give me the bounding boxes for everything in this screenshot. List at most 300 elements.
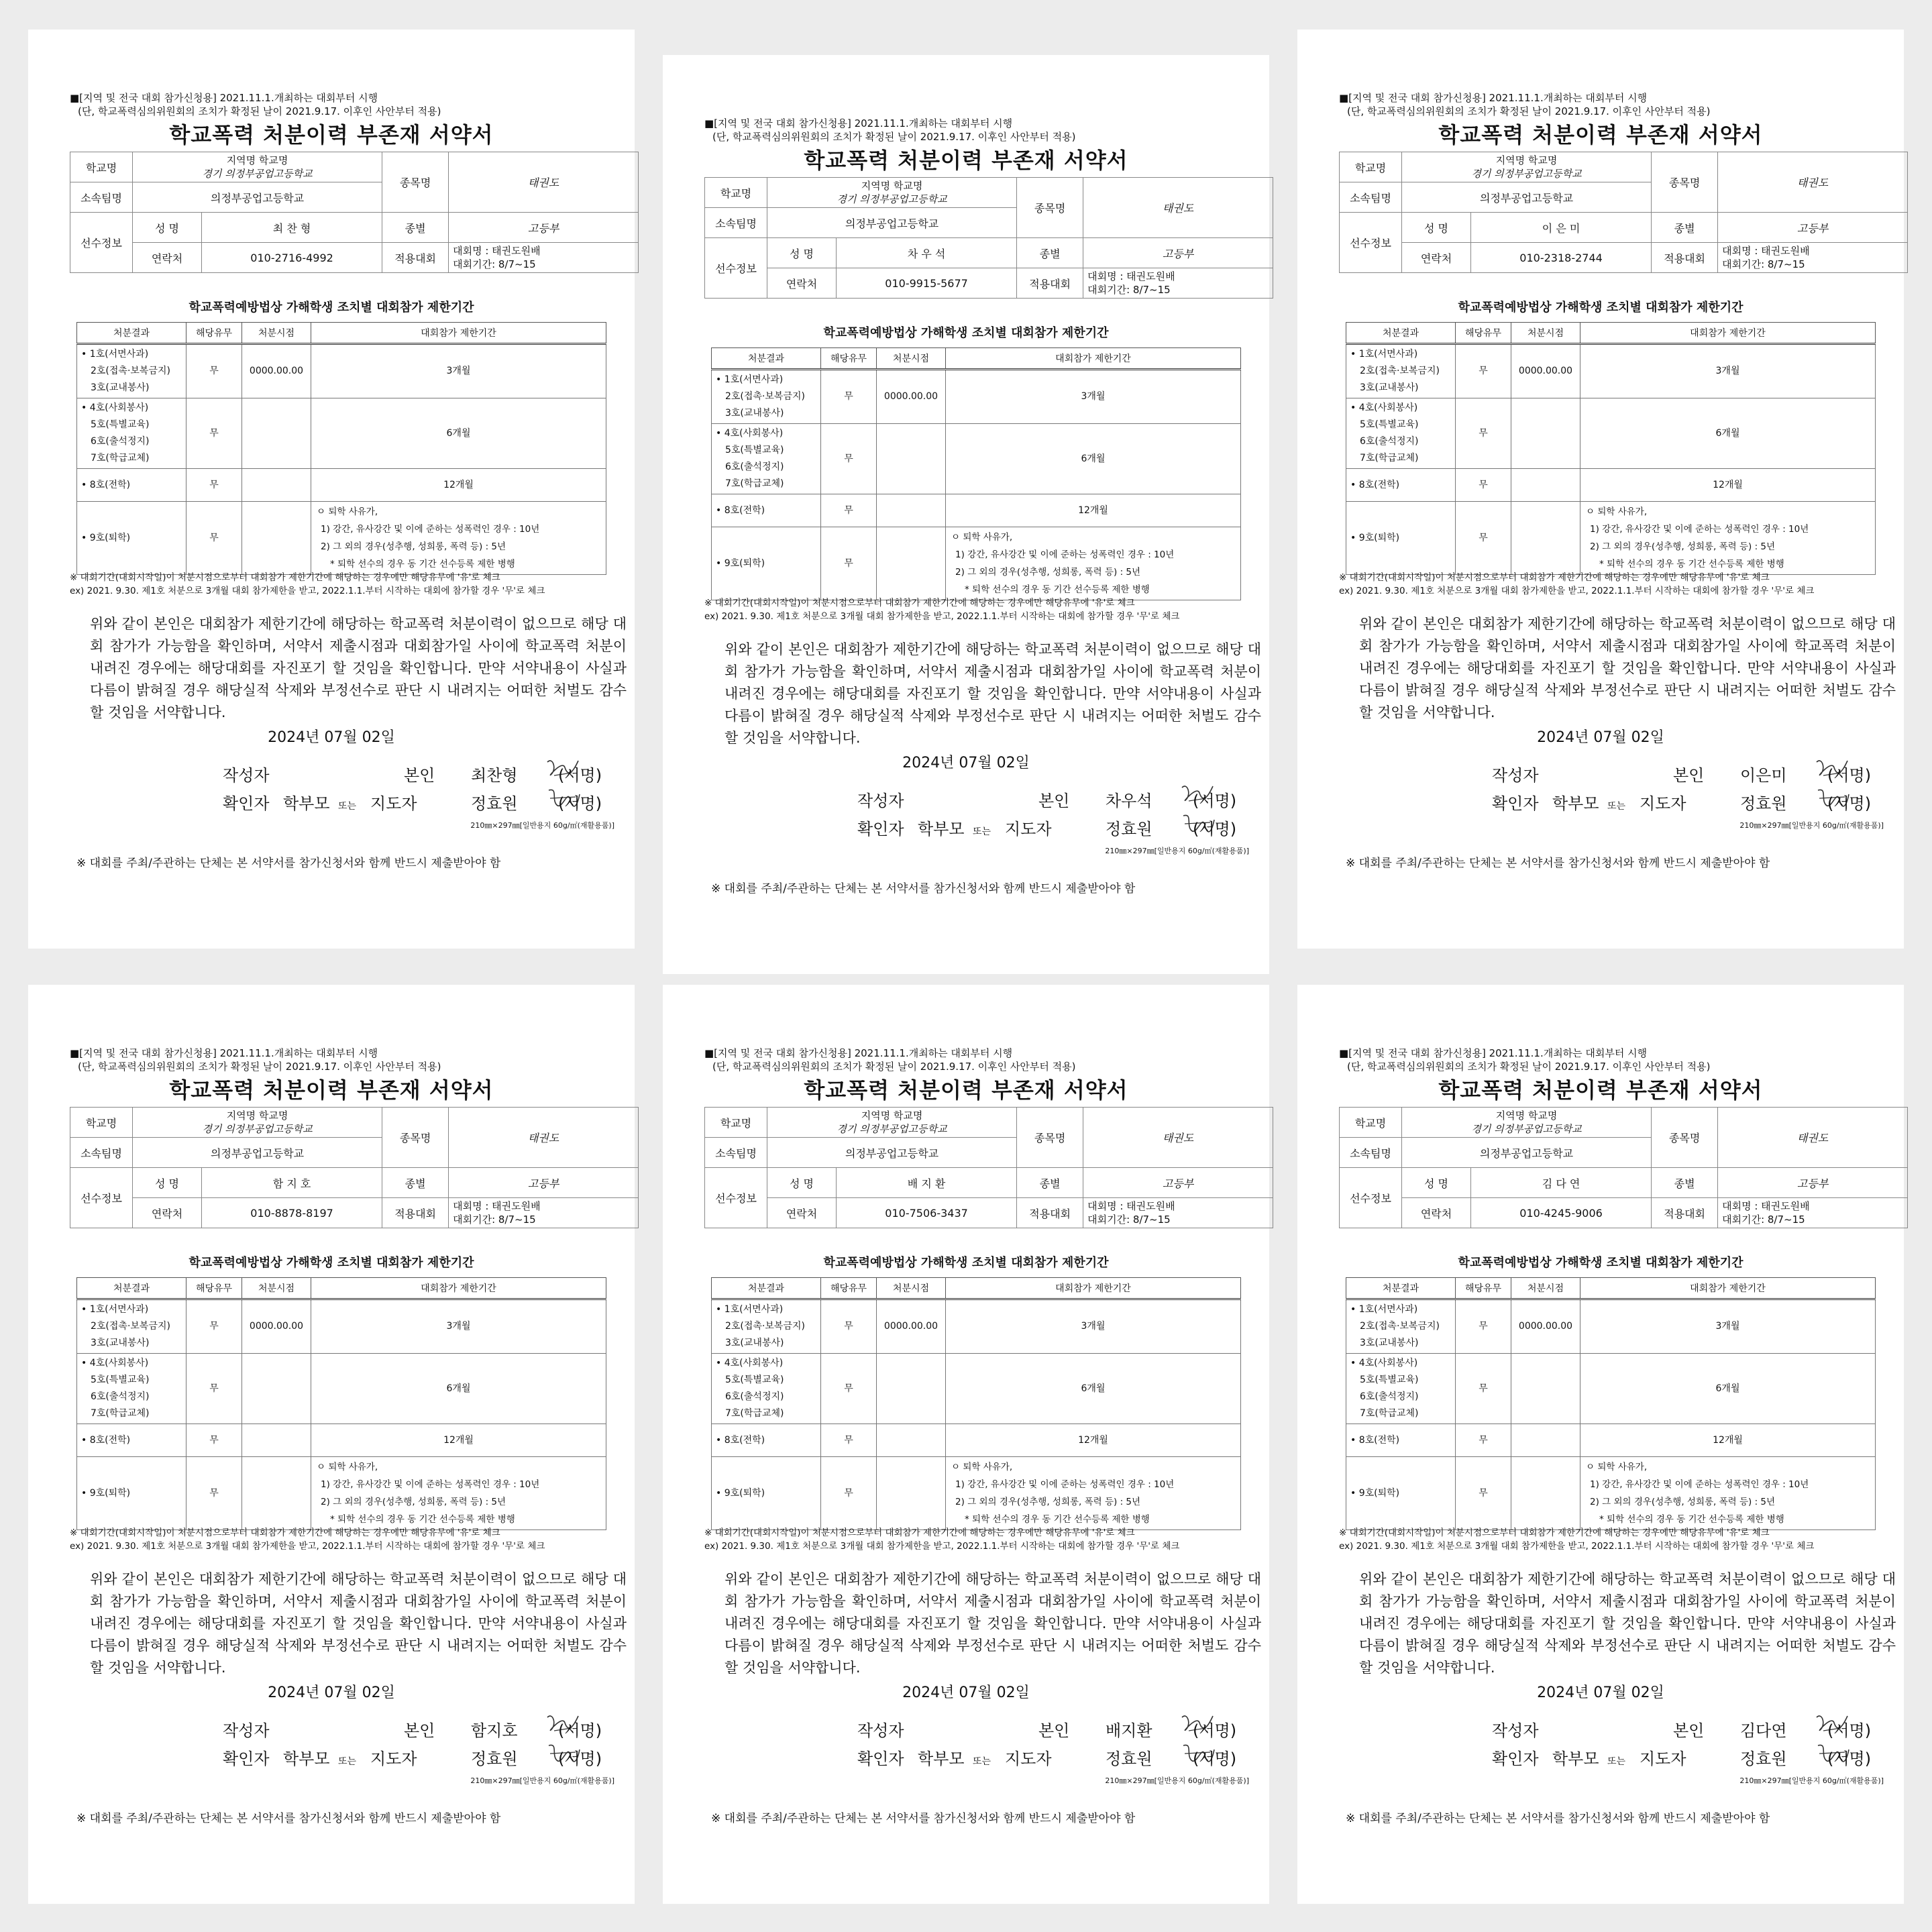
restriction-title: 학교폭력예방법상 가해학생 조치별 대회참가 제한기간	[823, 1256, 1109, 1270]
applicable-cell: 무	[821, 424, 877, 494]
disposition-line: • 8호(전학)	[1350, 479, 1400, 490]
disposition-line: 7호(학급교체)	[725, 478, 784, 489]
disposition-line: • 1호(서면사과)	[81, 349, 149, 360]
form-header	[70, 1046, 441, 1073]
disposition-line: 5호(특별교육)	[1360, 419, 1419, 430]
col-header: 대회참가 제한기간	[311, 1278, 606, 1299]
player-phone: 010-2716-4992	[202, 243, 382, 273]
confirm-label: 확인자	[1492, 794, 1539, 813]
coach-name: 정효원	[471, 794, 518, 813]
or-text: 또는	[338, 1756, 357, 1767]
col-header: 해당유무	[821, 1278, 877, 1299]
header-line-2: (단, 학교폭력심의위원회의 조치가 확정된 날이 2021.9.17. 이후인 사안부터 적용)	[78, 1061, 441, 1073]
or-label	[1607, 1750, 1625, 1768]
disposition-line: • 9호(퇴학)	[81, 532, 131, 543]
disposition-line: • 8호(전학)	[1350, 1434, 1400, 1446]
disposition-line: 6호(출석정지)	[91, 1391, 150, 1402]
disposition-line: • 1호(서면사과)	[1350, 349, 1418, 360]
event-label: 종목명	[1652, 1108, 1718, 1168]
school-label: 학교명	[705, 178, 767, 208]
table-footnote	[70, 1526, 633, 1553]
col-header: 대회참가 제한기간	[311, 323, 606, 344]
contact-label: 연락처	[767, 268, 837, 299]
competition-label: 적용대회	[382, 243, 449, 273]
disposition-date-cell	[1511, 502, 1580, 575]
or-label	[338, 794, 356, 813]
division-value: 고등부	[1718, 213, 1908, 243]
col-header: 해당유무	[186, 323, 242, 344]
disposition-line: • 1호(서면사과)	[81, 1304, 149, 1315]
region-school-caption: 지역명 학교명	[861, 180, 923, 192]
disposition-date-cell	[242, 1424, 311, 1457]
expulsion-note-line: * 퇴학 선수의 경우 동 기간 선수등록 제한 병행	[330, 559, 515, 570]
applicable-cell: 무	[821, 1354, 877, 1424]
pledge-text: 위와 같이 본인은 대회참가 제한기간에 해당하는 학교폭력 처분이력이 없으므로 해당 대회 참가가 가능함을 확인하며, 서약서 제출시점과 대회참가일 사이에 학교폭력 처분이 내려진 경우에는 해당대회를 자진포기 할 것임을 확인합니다. 만약 서약내용이 사실과 다름이 밝혀질 경우 해당실적 삭제와 부정선수로 판단 시 내려지는 어떠한 처벌도 감수할 것임을 서약합니다.	[1359, 616, 1896, 720]
competition-label: 적용대회	[1652, 243, 1718, 273]
table-row	[712, 370, 1241, 424]
applicable-cell: 무	[186, 1424, 242, 1457]
table-row	[77, 398, 606, 469]
restriction-title: 학교폭력예방법상 가해학생 조치별 대회참가 제한기간	[189, 1256, 474, 1270]
school-value: 경기 의정부공업고등학교	[202, 168, 313, 180]
paper-spec: 210㎜×297㎜[일반용지 60g/㎡(재활용품)]	[1105, 1776, 1249, 1785]
applicable-cell: 무	[186, 502, 242, 575]
disposition-line: 2호(접촉·보복금지)	[725, 391, 805, 402]
confirm-label: 확인자	[1492, 1750, 1539, 1768]
team-label: 소속팀명	[1340, 182, 1402, 213]
parent-label: 학부모	[918, 820, 965, 839]
disposition-line: 7호(학급교체)	[725, 1408, 784, 1419]
school-label: 학교명	[1340, 152, 1402, 182]
disposition-line: 3호(교내봉사)	[91, 382, 150, 393]
disposition-cell	[712, 1299, 821, 1354]
disposition-date-cell	[1511, 469, 1580, 502]
expulsion-note-line: 1) 강간, 유사강간 및 이에 준하는 성폭력인 경우 : 10년	[321, 1479, 540, 1490]
competition-cell	[1083, 1198, 1273, 1228]
disposition-line: • 9호(퇴학)	[716, 557, 765, 569]
player-name: 이 은 미	[1471, 213, 1652, 243]
disposition-line: • 9호(퇴학)	[1350, 1487, 1400, 1499]
disposition-cell	[712, 527, 821, 600]
expulsion-note-line: 1) 강간, 유사강간 및 이에 준하는 성폭력인 경우 : 10년	[955, 549, 1175, 560]
applicable-cell: 무	[1456, 1457, 1511, 1530]
sign-marker: (서명)	[558, 794, 602, 813]
sign-marker: (서명)	[1827, 1750, 1872, 1768]
signer-name: 함지호	[471, 1721, 518, 1740]
pledge-text: 위와 같이 본인은 대회참가 제한기간에 해당하는 학교폭력 처분이력이 없으므로 해당 대회 참가가 가능함을 확인하며, 서약서 제출시점과 대회참가일 사이에 학교폭력 처분이 내려진 경우에는 해당대회를 자진포기 할 것임을 확인합니다. 만약 서약내용이 사실과 다름이 밝혀질 경우 해당실적 삭제와 부정선수로 판단 시 내려지는 어떠한 처벌도 감수할 것임을 서약합니다.	[724, 1571, 1261, 1676]
submission-notice: ※ 대회를 주최/주관하는 단체는 본 서약서를 참가신청서와 함께 반드시 제출받아야 함	[76, 1812, 501, 1825]
coach-label: 지도자	[370, 794, 417, 813]
division-value: 고등부	[1083, 1168, 1273, 1198]
disposition-date-cell	[877, 1457, 946, 1530]
period-cell: 3개월	[311, 1299, 606, 1354]
team-value: 의정부공업고등학교	[1402, 1138, 1652, 1168]
pledge-sheet	[1297, 985, 1904, 1904]
disposition-cell	[77, 502, 186, 575]
pledge-sheet	[28, 985, 635, 1904]
period-cell: 12개월	[1580, 1424, 1876, 1457]
sign-marker: (서명)	[1193, 1721, 1237, 1740]
competition-label: 적용대회	[1017, 1198, 1083, 1228]
paper-spec: 210㎜×297㎜[일반용지 60g/㎡(재활용품)]	[1105, 847, 1249, 855]
disposition-date-cell	[1511, 398, 1580, 469]
disposition-line: • 4호(사회봉사)	[81, 402, 149, 413]
header-line-1: ■[지역 및 전국 대회 참가신청용] 2021.11.1.개최하는 대회부터 시행	[70, 92, 378, 104]
contact-label: 연락처	[133, 1198, 202, 1228]
col-header: 처분시점	[1511, 1278, 1580, 1299]
event-value: 태권도	[1718, 152, 1908, 213]
expulsion-note-line: 1) 강간, 유사강간 및 이에 준하는 성폭력인 경우 : 10년	[1590, 524, 1809, 535]
col-header: 처분결과	[712, 348, 821, 370]
disposition-cell	[712, 424, 821, 494]
period-cell: 3개월	[1580, 344, 1876, 398]
expulsion-note-line: 2) 그 외의 경우(성추행, 성희롱, 폭력 등) : 5년	[955, 1497, 1141, 1507]
disposition-cell	[77, 1457, 186, 1530]
team-label: 소속팀명	[705, 1138, 767, 1168]
or-label	[973, 1750, 991, 1768]
table-row	[77, 469, 606, 502]
col-header: 처분시점	[877, 1278, 946, 1299]
applicable-cell: 무	[186, 469, 242, 502]
expulsion-note-line: ㅇ 퇴학 사유가,	[317, 506, 378, 517]
disposition-line: • 1호(서면사과)	[716, 374, 784, 385]
table-row	[77, 344, 606, 398]
player-phone: 010-4245-9006	[1471, 1198, 1652, 1228]
paper-spec: 210㎜×297㎜[일반용지 60g/㎡(재활용품)]	[470, 821, 614, 830]
contact-label: 연락처	[767, 1198, 837, 1228]
competition-cell	[1718, 1198, 1908, 1228]
name-label: 성 명	[767, 1168, 837, 1198]
player-info-label: 선수정보	[705, 1168, 767, 1228]
header-line-1: ■[지역 및 전국 대회 참가신청용] 2021.11.1.개최하는 대회부터 시행	[1339, 1047, 1648, 1059]
region-school-caption: 지역명 학교명	[861, 1110, 923, 1122]
disposition-cell	[712, 1424, 821, 1457]
event-value: 태권도	[1718, 1108, 1908, 1168]
disposition-date-cell	[877, 1354, 946, 1424]
expulsion-note-line: * 퇴학 선수의 경우 동 기간 선수등록 제한 병행	[1599, 559, 1784, 570]
disposition-line: • 4호(사회봉사)	[81, 1358, 149, 1368]
footnote-2: ex) 2021. 9.30. 제1호 처분으로 3개월 대회 참가제한을 받고, 2022.1.1.부터 시작하는 대회에 참가할 경우 '무'로 체크	[704, 1541, 1180, 1552]
period-cell: 12개월	[946, 494, 1241, 527]
footnote-2: ex) 2021. 9.30. 제1호 처분으로 3개월 대회 참가제한을 받고, 2022.1.1.부터 시작하는 대회에 참가할 경우 '무'로 체크	[704, 611, 1180, 622]
school-label: 학교명	[70, 152, 133, 182]
table-footnote	[1339, 571, 1902, 598]
restriction-table	[1346, 1277, 1876, 1530]
school-value: 경기 의정부공업고등학교	[837, 193, 947, 205]
form-header	[704, 1046, 1075, 1073]
competition-cell	[449, 243, 639, 273]
expulsion-note-line: * 퇴학 선수의 경우 동 기간 선수등록 제한 병행	[965, 584, 1150, 595]
table-row	[712, 1299, 1241, 1354]
self-label: 본인	[404, 766, 435, 785]
disposition-line: • 4호(사회봉사)	[1350, 1358, 1418, 1368]
competition-name: 대회명 : 태권도원배	[453, 1200, 541, 1212]
document-title: 학교폭력 처분이력 부존재 서약서	[1438, 122, 1763, 148]
school-cell	[767, 1108, 1017, 1138]
disposition-date-cell	[877, 1424, 946, 1457]
restriction-title: 학교폭력예방법상 가해학생 조치별 대회참가 제한기간	[823, 326, 1109, 340]
disposition-line: • 8호(전학)	[81, 479, 131, 490]
disposition-cell	[1346, 1457, 1456, 1530]
applicable-cell: 무	[186, 344, 242, 398]
table-row	[1346, 1354, 1876, 1424]
division-label: 종별	[382, 1168, 449, 1198]
period-cell: 6개월	[1580, 398, 1876, 469]
col-header: 처분시점	[242, 323, 311, 344]
pledge-sheet	[1297, 30, 1904, 949]
header-line-2: (단, 학교폭력심의위원회의 조치가 확정된 날이 2021.9.17. 이후인 사안부터 적용)	[712, 1061, 1076, 1073]
self-label: 본인	[404, 1721, 435, 1740]
restriction-title: 학교폭력예방법상 가해학생 조치별 대회참가 제한기간	[1458, 1256, 1743, 1270]
self-label: 본인	[1673, 1721, 1705, 1740]
sign-marker: (서명)	[558, 1721, 602, 1740]
coach-name: 정효원	[471, 1750, 518, 1768]
pledge-date: 2024년 07월 02일	[1537, 729, 1664, 746]
competition-cell	[1083, 268, 1273, 299]
form-header	[1339, 91, 1710, 118]
sign-marker: (서명)	[1193, 1750, 1237, 1768]
form-header	[1339, 1046, 1710, 1073]
disposition-line: 5호(특별교육)	[91, 419, 150, 430]
expulsion-note-line: * 퇴학 선수의 경우 동 기간 선수등록 제한 병행	[965, 1514, 1150, 1525]
expulsion-note-cell	[946, 527, 1241, 600]
table-row	[77, 1457, 606, 1530]
submission-notice: ※ 대회를 주최/주관하는 단체는 본 서약서를 참가신청서와 함께 반드시 제출받아야 함	[711, 1812, 1136, 1825]
period-cell: 3개월	[946, 370, 1241, 424]
region-school-caption: 지역명 학교명	[226, 1110, 288, 1122]
header-line-1: ■[지역 및 전국 대회 참가신청용] 2021.11.1.개최하는 대회부터 시행	[704, 117, 1013, 129]
disposition-date-cell: 0000.00.00	[877, 1299, 946, 1354]
disposition-line: • 8호(전학)	[716, 504, 765, 516]
coach-label: 지도자	[1005, 1750, 1052, 1768]
applicable-cell: 무	[821, 1299, 877, 1354]
disposition-cell	[77, 1354, 186, 1424]
school-label: 학교명	[70, 1108, 133, 1138]
table-row	[712, 1457, 1241, 1530]
name-label: 성 명	[1402, 1168, 1471, 1198]
info-table	[1339, 152, 1908, 273]
disposition-line: 2호(접촉·보복금지)	[91, 366, 170, 376]
submission-notice: ※ 대회를 주최/주관하는 단체는 본 서약서를 참가신청서와 함께 반드시 제출받아야 함	[1346, 1812, 1770, 1825]
competition-period: 대회기간: 8/7~15	[1087, 1214, 1171, 1226]
disposition-cell	[77, 1424, 186, 1457]
period-cell: 6개월	[311, 1354, 606, 1424]
footnote-2: ex) 2021. 9.30. 제1호 처분으로 3개월 대회 참가제한을 받고, 2022.1.1.부터 시작하는 대회에 참가할 경우 '무'로 체크	[70, 586, 545, 596]
disposition-date-cell	[242, 469, 311, 502]
or-label	[973, 820, 991, 839]
disposition-line: 3호(교내봉사)	[725, 408, 784, 419]
table-row	[712, 424, 1241, 494]
info-table	[1339, 1107, 1908, 1228]
restriction-table	[1346, 322, 1876, 575]
pledge-sheet	[28, 30, 635, 949]
expulsion-note-cell	[1580, 502, 1876, 575]
disposition-line: 2호(접촉·보복금지)	[725, 1321, 805, 1332]
coach-name: 정효원	[1106, 820, 1152, 839]
event-label: 종목명	[1017, 1108, 1083, 1168]
footnote-1: ※ 대회기간(대회시작일)이 처분시점으로부터 대회참가 제한기간에 해당하는 경우에만 해당유무에 '유'로 체크	[70, 572, 500, 583]
footnote-2: ex) 2021. 9.30. 제1호 처분으로 3개월 대회 참가제한을 받고, 2022.1.1.부터 시작하는 대회에 참가할 경우 '무'로 체크	[1339, 1541, 1815, 1552]
or-text: 또는	[973, 1756, 991, 1767]
competition-period: 대회기간: 8/7~15	[453, 1214, 536, 1226]
signer-name: 최찬형	[471, 766, 518, 785]
info-table	[704, 177, 1273, 299]
expulsion-note-line: 1) 강간, 유사강간 및 이에 준하는 성폭력인 경우 : 10년	[321, 524, 540, 535]
event-label: 종목명	[1017, 178, 1083, 238]
pledge-sheet	[663, 55, 1269, 974]
school-value: 경기 의정부공업고등학교	[1471, 168, 1582, 180]
competition-name: 대회명 : 태권도원배	[1722, 245, 1810, 257]
self-label: 본인	[1038, 792, 1070, 810]
applicable-cell: 무	[186, 1457, 242, 1530]
col-header: 해당유무	[1456, 323, 1511, 344]
table-row	[77, 1299, 606, 1354]
applicable-cell: 무	[186, 398, 242, 469]
paper-spec: 210㎜×297㎜[일반용지 60g/㎡(재활용품)]	[470, 1776, 614, 1785]
expulsion-note-line: 2) 그 외의 경우(성추행, 성희롱, 폭력 등) : 5년	[1590, 541, 1776, 552]
competition-label: 적용대회	[1652, 1198, 1718, 1228]
col-header: 처분시점	[877, 348, 946, 370]
disposition-line: • 8호(전학)	[81, 1434, 131, 1446]
disposition-line: 6호(출석정지)	[91, 436, 150, 447]
school-value: 경기 의정부공업고등학교	[202, 1123, 313, 1135]
submission-notice: ※ 대회를 주최/주관하는 단체는 본 서약서를 참가신청서와 함께 반드시 제출받아야 함	[76, 857, 501, 870]
footnote-1: ※ 대회기간(대회시작일)이 처분시점으로부터 대회참가 제한기간에 해당하는 경우에만 해당유무에 '유'로 체크	[70, 1527, 500, 1538]
pledge-sheet	[663, 985, 1269, 1904]
period-cell: 3개월	[311, 344, 606, 398]
confirm-label: 확인자	[857, 820, 904, 839]
disposition-line: 6호(출석정지)	[725, 462, 784, 472]
disposition-cell	[1346, 1424, 1456, 1457]
restriction-table	[76, 1277, 606, 1530]
disposition-cell	[77, 1299, 186, 1354]
event-value: 태권도	[1083, 1108, 1273, 1168]
document-title: 학교폭력 처분이력 부존재 서약서	[1438, 1077, 1763, 1103]
disposition-line: 7호(학급교체)	[1360, 1408, 1419, 1419]
or-text: 또는	[1607, 1756, 1626, 1767]
player-info-label: 선수정보	[705, 238, 767, 299]
player-phone: 010-2318-2744	[1471, 243, 1652, 273]
confirm-label: 확인자	[857, 1750, 904, 1768]
table-row	[77, 1354, 606, 1424]
expulsion-note-line: ㅇ 퇴학 사유가,	[951, 1462, 1013, 1472]
expulsion-note-line: 2) 그 외의 경우(성추행, 성희롱, 폭력 등) : 5년	[955, 567, 1141, 578]
coach-name: 정효원	[1740, 794, 1787, 813]
or-text: 또는	[973, 826, 991, 837]
sign-marker: (서명)	[1827, 794, 1872, 813]
footnote-2: ex) 2021. 9.30. 제1호 처분으로 3개월 대회 참가제한을 받고, 2022.1.1.부터 시작하는 대회에 참가할 경우 '무'로 체크	[1339, 586, 1815, 596]
self-label: 본인	[1038, 1721, 1070, 1740]
period-cell: 12개월	[311, 469, 606, 502]
table-row	[1346, 1299, 1876, 1354]
disposition-date-cell	[242, 398, 311, 469]
event-value: 태권도	[449, 152, 639, 213]
parent-label: 학부모	[1552, 794, 1599, 813]
name-label: 성 명	[1402, 213, 1471, 243]
team-label: 소속팀명	[1340, 1138, 1402, 1168]
self-label: 본인	[1673, 766, 1705, 785]
disposition-date-cell: 0000.00.00	[1511, 1299, 1580, 1354]
disposition-date-cell: 0000.00.00	[242, 344, 311, 398]
disposition-cell	[1346, 469, 1456, 502]
submission-notice: ※ 대회를 주최/주관하는 단체는 본 서약서를 참가신청서와 함께 반드시 제출받아야 함	[1346, 857, 1770, 870]
table-row	[77, 1424, 606, 1457]
applicable-cell: 무	[821, 527, 877, 600]
disposition-line: • 4호(사회봉사)	[716, 428, 784, 439]
competition-period: 대회기간: 8/7~15	[1722, 1214, 1805, 1226]
pledge-text: 위와 같이 본인은 대회참가 제한기간에 해당하는 학교폭력 처분이력이 없으므로 해당 대회 참가가 가능함을 확인하며, 서약서 제출시점과 대회참가일 사이에 학교폭력 처분이 내려진 경우에는 해당대회를 자진포기 할 것임을 확인합니다. 만약 서약내용이 사실과 다름이 밝혀질 경우 해당실적 삭제와 부정선수로 판단 시 내려지는 어떠한 처벌도 감수할 것임을 서약합니다.	[724, 641, 1261, 746]
school-cell	[1402, 152, 1652, 182]
footnote-1: ※ 대회기간(대회시작일)이 처분시점으로부터 대회참가 제한기간에 해당하는 경우에만 해당유무에 '유'로 체크	[1339, 572, 1770, 583]
coach-label: 지도자	[1640, 1750, 1686, 1768]
info-table	[70, 152, 639, 273]
confirm-label: 확인자	[223, 1750, 270, 1768]
period-cell: 6개월	[311, 398, 606, 469]
region-school-caption: 지역명 학교명	[226, 154, 288, 166]
team-value: 의정부공업고등학교	[767, 1138, 1017, 1168]
disposition-cell	[77, 469, 186, 502]
pledge-text: 위와 같이 본인은 대회참가 제한기간에 해당하는 학교폭력 처분이력이 없으므로 해당 대회 참가가 가능함을 확인하며, 서약서 제출시점과 대회참가일 사이에 학교폭력 처분이 내려진 경우에는 해당대회를 자진포기 할 것임을 확인합니다. 만약 서약내용이 사실과 다름이 밝혀질 경우 해당실적 삭제와 부정선수로 판단 시 내려지는 어떠한 처벌도 감수할 것임을 서약합니다.	[1359, 1571, 1896, 1676]
disposition-line: 2호(접촉·보복금지)	[91, 1321, 170, 1332]
table-footnote	[704, 1526, 1268, 1553]
period-cell: 6개월	[946, 424, 1241, 494]
disposition-line: 2호(접촉·보복금지)	[1360, 366, 1440, 376]
division-value: 고등부	[449, 1168, 639, 1198]
disposition-date-cell	[1511, 1457, 1580, 1530]
disposition-line: • 9호(퇴학)	[1350, 532, 1400, 543]
disposition-line: 5호(특별교육)	[725, 445, 784, 455]
player-phone: 010-7506-3437	[837, 1198, 1017, 1228]
or-label	[1607, 794, 1625, 813]
author-label: 작성자	[223, 766, 270, 785]
school-value: 경기 의정부공업고등학교	[1471, 1123, 1582, 1135]
applicable-cell: 무	[821, 1457, 877, 1530]
applicable-cell: 무	[186, 1354, 242, 1424]
applicable-cell: 무	[186, 1299, 242, 1354]
disposition-date-cell	[1511, 1354, 1580, 1424]
col-header: 대회참가 제한기간	[1580, 323, 1876, 344]
header-line-2: (단, 학교폭력심의위원회의 조치가 확정된 날이 2021.9.17. 이후인 사안부터 적용)	[78, 105, 441, 117]
disposition-line: 6호(출석정지)	[725, 1391, 784, 1402]
disposition-date-cell	[242, 502, 311, 575]
team-value: 의정부공업고등학교	[133, 182, 382, 213]
signer-name: 김다연	[1740, 1721, 1787, 1740]
team-label: 소속팀명	[705, 208, 767, 238]
col-header: 처분결과	[77, 323, 186, 344]
region-school-caption: 지역명 학교명	[1495, 1110, 1558, 1122]
sign-marker: (서명)	[1827, 766, 1872, 785]
player-phone: 010-8878-8197	[202, 1198, 382, 1228]
restriction-title: 학교폭력예방법상 가해학생 조치별 대회참가 제한기간	[189, 301, 474, 315]
event-label: 종목명	[382, 152, 449, 213]
expulsion-note-cell	[311, 1457, 606, 1530]
submission-notice: ※ 대회를 주최/주관하는 단체는 본 서약서를 참가신청서와 함께 반드시 제출받아야 함	[711, 882, 1136, 896]
pledge-date: 2024년 07월 02일	[1537, 1684, 1664, 1701]
coach-label: 지도자	[1640, 794, 1686, 813]
period-cell: 6개월	[1580, 1354, 1876, 1424]
col-header: 대회참가 제한기간	[946, 348, 1241, 370]
document-title: 학교폭력 처분이력 부존재 서약서	[169, 122, 494, 148]
school-value: 경기 의정부공업고등학교	[837, 1123, 947, 1135]
info-table	[70, 1107, 639, 1228]
disposition-date-cell	[877, 527, 946, 600]
period-cell: 12개월	[1580, 469, 1876, 502]
author-label: 작성자	[223, 1721, 270, 1740]
period-cell: 6개월	[946, 1354, 1241, 1424]
table-row	[712, 527, 1241, 600]
footnote-1: ※ 대회기간(대회시작일)이 처분시점으로부터 대회참가 제한기간에 해당하는 경우에만 해당유무에 '유'로 체크	[704, 598, 1135, 608]
info-table	[704, 1107, 1273, 1228]
